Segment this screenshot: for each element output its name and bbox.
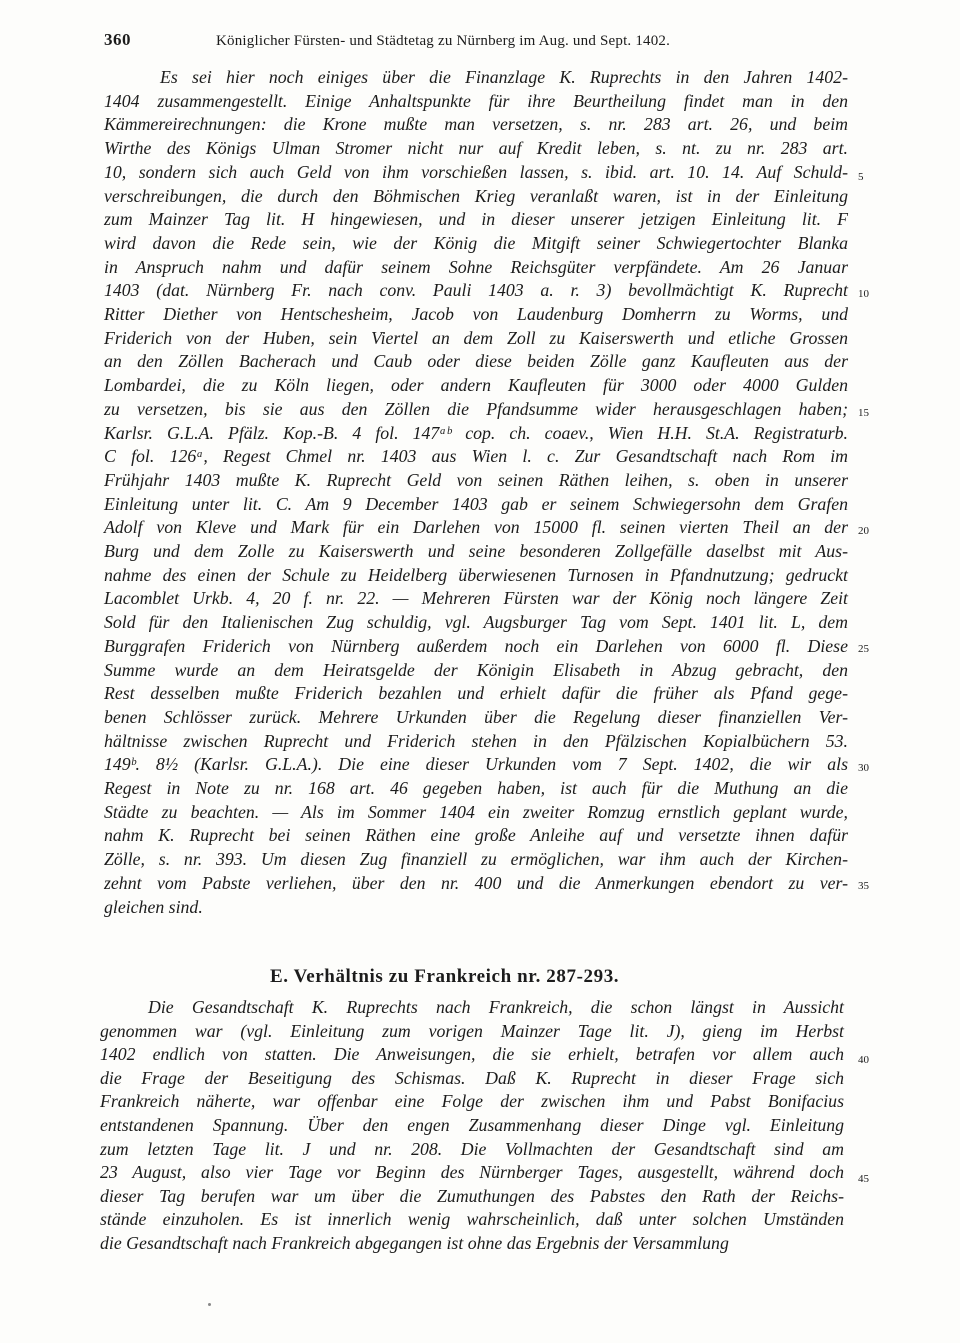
- text-line: Es sei hier noch einiges über die Finanzlage K. Ruprechts in den Jahren 1402-: [160, 67, 848, 87]
- text-line: benen Schlösser zurück. Mehrere Urkunden über die Regelung dieser finanziellen Ver-: [104, 706, 848, 727]
- running-title: Königlicher Fürsten- und Städtetag zu Nürnberg im Aug. und Sept. 1402.: [216, 33, 671, 49]
- text-line: Burg und dem Zolle zu Kaiserswerth und seine besonderen Zollgefälle daselbst mit Aus-: [104, 541, 848, 561]
- text-line: Die Gesandtschaft K. Ruprechts nach Frankreich, die schon längst in Aussicht: [148, 997, 844, 1017]
- text-line: zu versetzen, bis sie aus den Zöllen die Pfandsumme wider herausgeschlagen haben;: [104, 398, 848, 419]
- text-line: an den Zöllen Bacherach und Caub oder diese beiden Zölle ganz Kaufleuten aus der: [104, 351, 848, 372]
- text-line: verschreibungen, die durch den Böhmischen Krieg veranlaßt waren, ist in der Einleitung: [104, 185, 848, 206]
- text-line: gleichen sind.: [104, 896, 203, 917]
- text-line: 1402 endlich von statten. Die Anweisungen, die sie erhielt, betrafen vor allem auch: [100, 1044, 844, 1065]
- text-line: Einleitung unter lit. C. Am 9 December 1403 gab er seinem Schwiegersohn dem Grafen: [104, 493, 848, 514]
- line-number: 40: [858, 1054, 869, 1066]
- text-line: Lombardei, die zu Köln liegen, oder andern Kaufleuten für 3000 oder 4000 Gulden: [104, 375, 848, 396]
- line-number: 45: [858, 1173, 869, 1185]
- text-line: Rest desselben mußte Friderich bezahlen und erhielt dafür die früher als Pfand gege-: [104, 683, 848, 704]
- text-line: 23 August, also vier Tage vor Beginn des Nürnberger Tages, ausgestellt, während doch: [100, 1162, 844, 1183]
- text-line: Karlsr. G.L.A. Pfälz. Kop.-B. 4 fol. 147ᵃᵇ cop. ch. coaev., Wien H.H. St.A. Registraturb.: [104, 422, 848, 443]
- text-line: Frankreich näherte, war offenbar eine Folge der zwischen ihm und Pabst Bonifacius: [100, 1091, 844, 1112]
- text-line: Städte zu beachten. — Als im Sommer 1404 ein zweiter Romzug ernstlich geplant wurde,: [104, 801, 848, 822]
- page-number: 360: [104, 30, 131, 49]
- line-number: 10: [858, 288, 869, 300]
- text-line: dieser Tag berufen war um über die Zumuthungen des Pabstes den Rath der Reichs-: [100, 1185, 844, 1206]
- text-line: nahme des einen der Schule zu Heidelberg überwiesenen Turnosen in Pfandnutzung; gedruckt: [104, 564, 848, 585]
- line-number: 5: [858, 171, 864, 183]
- line-number: 25: [858, 643, 869, 655]
- text-line: in Anspruch nahm und dafür seinem Sohne Reichsgüter verpfändete. Am 26 Januar: [104, 256, 848, 277]
- text-line: 1403 (dat. Nürnberg Fr. nach conv. Pauli 1403 a. r. 3) bevollmächtigt K. Ruprecht: [104, 280, 848, 301]
- text-line: Regest in Note zu nr. 168 art. 46 gegeben haben, ist auch für die Muthung an die: [104, 778, 848, 798]
- text-line: Wirthe des Königs Ulman Stromer nicht nur auf Kredit leben, s. nt. zu nr. 283 art.: [104, 138, 848, 159]
- line-number: 20: [858, 525, 869, 537]
- text-line: Adolf von Kleve und Mark für ein Darlehen von 15000 fl. seinen vierten Theil an der: [104, 517, 848, 538]
- text-line: Frühjahr 1403 mußte K. Ruprecht Geld von seinen Räthen leihen, s. oben in unserer: [104, 469, 848, 490]
- text-line: Summe wurde an dem Heiratsgelde der Königin Elisabeth in Abzug gebracht, den: [104, 659, 848, 680]
- text-line: 10, sondern sich auch Geld von ihm vorschießen lassen, s. ibid. art. 10. 14. Auf Schuld-: [104, 161, 848, 182]
- line-number: 15: [858, 407, 869, 419]
- text-line: zum letzten Tage lit. J und nr. 208. Die Vollmachten der Gesandtschaft sind am: [100, 1138, 844, 1159]
- text-line: Kämmereirechnungen: die Krone mußte man versetzen, s. nr. 283 art. 26, und beim: [104, 114, 848, 135]
- text-line: die Gesandtschaft nach Frankreich abgegangen ist ohne das Ergebnis der Versammlung: [100, 1233, 729, 1253]
- text-line: Zölle, s. nr. 393. Um diesen Zug finanziell zu ermöglichen, war ihm auch der Kirchen-: [104, 849, 848, 870]
- text-line: 149ᵇ. 8½ (Karlsr. G.L.A.). Die eine dieser Urkunden vom 7 Sept. 1402, die wir als: [104, 754, 848, 775]
- line-number: 30: [858, 762, 869, 774]
- text-line: zehnt vom Pabste verliehen, über den nr. 400 und die Anmerkungen ebendort zu ver-: [104, 872, 848, 893]
- print-speck: [208, 1303, 211, 1306]
- text-line: hältnisse zwischen Ruprecht und Friderich stehen in den Pfälzischen Kopialbüchern 53.: [104, 730, 848, 751]
- text-line: die Frage der Beseitigung des Schismas. Daß K. Ruprecht in dieser Frage sich: [100, 1067, 844, 1088]
- text-line: 1404 zusammengestellt. Einige Anhaltspunkte für ihre Beurtheilung findet man in den: [104, 90, 848, 111]
- text-line: nahm K. Ruprecht bei seinen Räthen eine große Anleihe auf und versetzte ihnen dafür: [104, 825, 848, 846]
- text-line: zum Mainzer Tag lit. H hingewiesen, und in dieser unserer jetzigen Einleitung lit. F: [104, 209, 848, 230]
- line-number: 35: [858, 880, 869, 892]
- text-line: stände einzuholen. Es ist innerlich wenig wahrscheinlich, daß unter solchen Umständen: [100, 1209, 844, 1230]
- text-line: Burggrafen Friderich von Nürnberg außerdem noch ein Darlehen von 6000 fl. Diese: [104, 635, 848, 656]
- text-line: wird davon die Rede sein, wie der König die Mitgift seiner Schwiegertochter Blanka: [104, 232, 848, 253]
- text-line: Lacomblet Urkb. 4, 20 f. nr. 22. — Mehreren Fürsten war der König noch längere Zeit: [104, 588, 848, 609]
- text-line: genommen war (vgl. Einleitung zum vorigen Mainzer Tage lit. J), gieng im Herbst: [100, 1020, 844, 1041]
- text-line: Friderich von der Huben, sein Viertel an dem Zoll zu Kaiserswerth und etliche Grossen: [104, 327, 848, 348]
- text-line: Ritter Diether von Hentschesheim, Jacob von Laudenburg Domherrn zu Worms, und: [104, 304, 848, 324]
- text-line: Sold für den Italienischen Zug schuldig, vgl. Augsburger Tag vom Sept. 1401 lit. L, dem: [104, 612, 848, 633]
- section-heading: E. Verhältnis zu Frankreich nr. 287-293.: [270, 966, 620, 987]
- text-line: C fol. 126ᵃ, Regest Chmel nr. 1403 aus Wien l. c. Zur Gesandtschaft nach Rom im: [104, 446, 848, 467]
- text-line: entstandenen Spannung. Über den engen Zusammenhang dieser Dinge vgl. Einleitung: [100, 1115, 844, 1135]
